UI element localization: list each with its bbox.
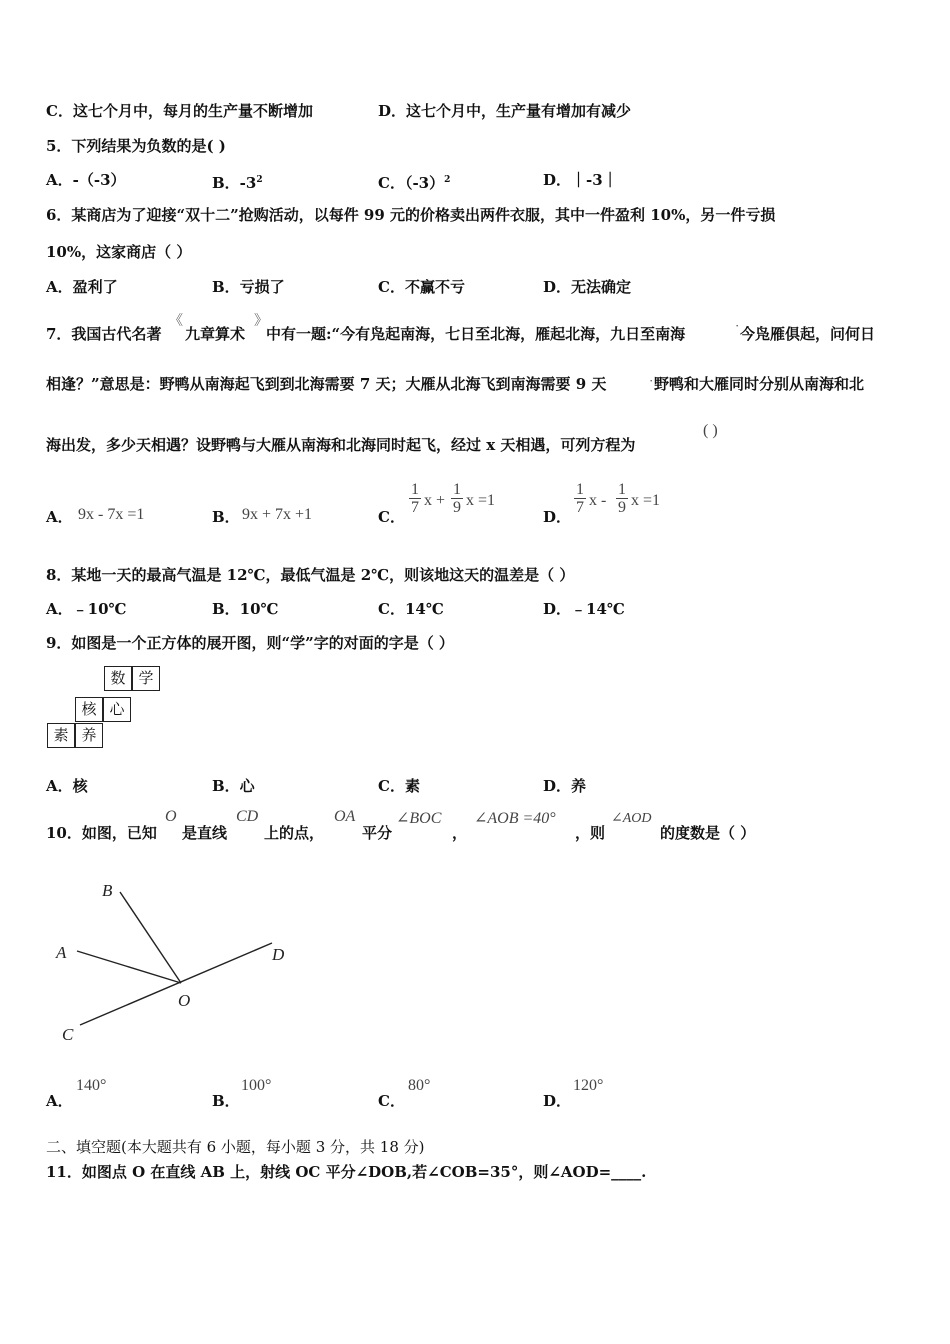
q5-option-a: A．-（-3） [46,171,126,189]
label-a: A [56,943,67,962]
q7-option-d-x1: x - [589,492,607,509]
ray-oa [77,951,181,983]
q10-text-then: ，则 [575,824,606,842]
q10-option-b-value: 100° [241,1077,272,1094]
q7-option-c-frac2: $\frac{1}{9}$ [453,481,461,516]
q11-stem: 11．如图点 O 在直线 AB 上，射线 OC 平分∠DOB,若∠COB=35°，则∠AOD=____. [46,1163,647,1181]
q10-line-cd: CD [236,808,259,825]
q10-option-a-value: 140° [76,1077,107,1094]
q8-option-c: C．14℃ [378,600,444,618]
q5-option-c: C．$(-3)^2$ [378,174,451,192]
q10-text-end: 的度数是（ ） [660,824,756,842]
q9-option-b: B．心 [212,777,255,795]
q7-book-close: 》 [254,314,268,329]
cube-cell-shu: 数 [104,666,132,691]
q10-option-d-label: D． [543,1092,572,1110]
cube-cell-su: 素 [47,723,75,748]
q7-option-b-label: B． [212,508,240,526]
q7-option-a-expr: 9x - 7x =1 [78,506,145,523]
q7-line3: 海出发，多少天相遇？设野鸭与大雁从南海和北海同时起飞，经过 x 天相遇，可列方程为 [46,436,636,454]
q10-option-a-label: A． [46,1092,73,1110]
label-d: D [272,945,285,964]
q10-option-b-label: B． [212,1092,240,1110]
q10-angle-boc: ∠BOC [396,810,442,827]
cube-cell-xue: 学 [132,666,160,691]
q10-text-bisect: 平分 [362,824,393,842]
q7-option-d-label: D． [543,508,572,526]
q7-option-c-label: C． [378,508,405,526]
q5-stem: 5．下列结果为负数的是( ) [46,137,226,155]
cube-cell-xin: 心 [103,697,131,722]
line-cd [80,943,272,1025]
q10-prefix: 10．如图，已知 [46,824,157,842]
q6-option-d: D．无法确定 [543,278,632,296]
q7-option-c-x1: x + [424,492,446,509]
q10-angle-aob: ∠AOB =40° [474,810,556,827]
q8-option-a: A．﹣10℃ [46,600,127,618]
q6-option-b: B．亏损了 [212,278,285,296]
label-c: C [62,1025,74,1044]
q10-comma: ， [452,824,468,842]
q9-stem: 9．如图是一个正方体的展开图，则“学”字的对面的字是（ ） [46,634,454,652]
q10-figure [40,870,310,1060]
q7-option-d-frac1: $\frac{1}{7}$ [576,481,584,516]
q7-option-d-frac2: $\frac{1}{9}$ [618,481,626,516]
q7-answer-paren: ( ) [703,422,718,439]
q9-option-a: A．核 [46,777,88,795]
q9-option-c: C．素 [378,777,420,795]
q7-line1-end: 今凫雁俱起，问何日 [740,325,876,343]
q7-line2-dot: · [649,373,654,388]
q7-option-c-frac1: $\frac{1}{7}$ [411,481,419,516]
q7-line1-mid: 中有一题:“今有凫起南海，七日至北海，雁起北海，九日至南海 [266,325,686,343]
q8-option-b: B．10℃ [212,600,279,618]
q7-option-b-expr: 9x + 7x +1 [242,506,313,523]
q7-line2: 相逢？”意思是：野鸭从南海起飞到到北海需要 7 天；大雁从北海飞到南海需要 9 天 [46,375,607,393]
q6-option-a: A．盈利了 [46,278,118,296]
q4-option-d: D．这七个月中，生产量有增加有减少 [378,102,632,120]
q10-ray-oa: OA [334,808,356,825]
q10-option-c-value: 80° [408,1077,431,1094]
q7-line1-prefix: 7．我国古代名著 [46,325,162,343]
q10-option-d-value: 120° [573,1077,604,1094]
cube-cell-he: 核 [75,697,103,722]
q7-book-name: 九章算术 [185,325,246,343]
q7-line1-dot: · [735,318,740,333]
q10-text-point: 上的点， [264,824,325,842]
cube-cell-yang: 养 [75,723,103,748]
q8-stem: 8．某地一天的最高气温是 12℃，最低气温是 2℃，则该地这天的温差是（ ） [46,566,575,584]
q10-point-o: O [165,808,177,825]
q10-angle-aod: ∠AOD [611,811,652,826]
q10-text-line: 是直线 [182,824,228,842]
q7-option-a-label: A． [46,508,73,526]
q7-book-open: 《 [169,314,183,329]
q6-option-c: C．不赢不亏 [378,278,465,296]
ray-ob [120,892,181,983]
q7-line2-end: 野鸭和大雁同时分别从南海和北 [654,375,865,393]
q9-option-d: D．养 [543,777,587,795]
q6-stem-line1: 6．某商店为了迎接“双十二”抢购活动，以每件 99 元的价格卖出两件衣服，其中一件盈利 10%，另一件亏损 [46,206,776,224]
q7-option-c-x2: x =1 [466,492,496,509]
q10-option-c-label: C． [378,1092,405,1110]
q5-option-b: B．$-3^2$ [212,174,263,192]
q8-option-d: D．﹣14℃ [543,600,625,618]
label-b: B [102,881,113,900]
label-o: O [178,991,191,1010]
section-2-title: 二、填空题(本大题共有 6 小题，每小题 3 分，共 18 分) [46,1138,425,1156]
q4-option-c: C．这七个月中，每月的生产量不断增加 [46,102,313,120]
q7-option-d-x2: x =1 [631,492,661,509]
q5-option-d: D．｜-3｜ [543,171,618,189]
q6-stem-line2: 10%，这家商店（ ） [46,243,192,261]
